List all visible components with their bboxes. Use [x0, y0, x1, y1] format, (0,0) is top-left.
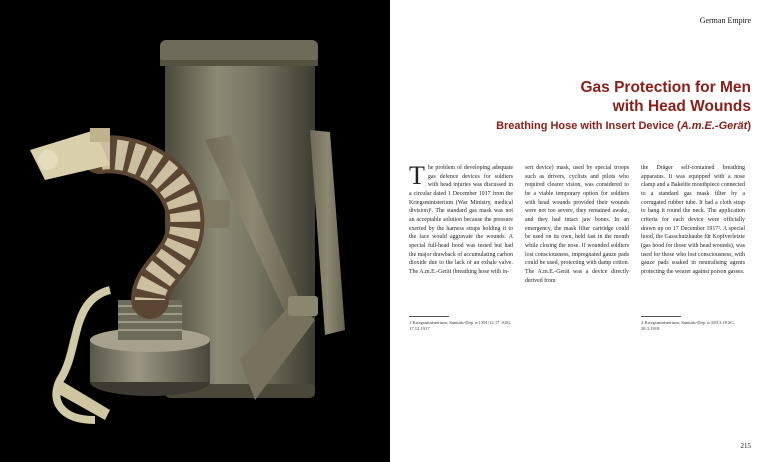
article-subtitle — [496, 120, 751, 132]
subtitle-end: ) — [747, 120, 751, 132]
body-column-2 — [525, 164, 629, 285]
footnote-2: 2 Kriegsministerium, Sanitäts-Dep. n.3/813.18 2G, 28.3.1918 — [641, 320, 735, 332]
body-column-1 — [409, 161, 513, 277]
title-line-1: Gas Protection for Men — [580, 79, 751, 96]
column-2-text: sert device) mask, used by special troops such as drivers, cyclists and pilots who required clearer vision, was considered to be a viable temporary option for soldiers with head wounds provided their wounds were not too severe, they remained awake, and they had intact jaw bones. In an emergency, the mask filter cartridge could be used on its own, held fast in the mouth while closing the nose. If wounded soldiers lost consciousness, impregnated gauze pads could be used, protecting with damp cotton. The A.m.E.-Gerät was a device directly derived from — [525, 165, 629, 284]
running-head: German Empire — [699, 16, 751, 25]
column-3-text: the Dräger self-contained breathing apparatus. It was equipped with a nose clamp and a Bakelite mouthpiece connected to a standard gas mask filter by a corrugated rubber tube. It had a cloth strap to hang it round the neck. The application criteria for each device were officially drawn up on 17 December 1917². A special hood, the Gasschutzhaube für Kopfverletzte (gas hood for those with head wounds), was used for those who lost consciousness, with gauze pads soaked in neutralising agents protecting the wearer against poison gasses. — [641, 165, 745, 275]
column-1-text: he problem of developing adequate gas defence devices for soldiers with head injuries was discussed in a circular dated 1 December 1917 from the Kriegsministerium (War Ministry, medical division)¹. The standard gas mask was not an acceptable solution because the pressure exerted by the harness straps holding it to the face would aggravate the wounds. A special full-head hood was tested but had the major drawback of accumulating carbon dioxide due to the lack of an exhale valve. The A.m.E.-Gerät (breathing hose with in- — [409, 165, 513, 275]
footnote-rule-1 — [409, 316, 449, 317]
breathing-hose — [100, 154, 185, 300]
drop-cap: T — [409, 161, 425, 190]
text-page — [390, 0, 771, 462]
subtitle-italic: A.m.E.-Gerät — [680, 120, 748, 132]
body-column-3 — [641, 164, 745, 277]
page-number: 215 — [740, 442, 751, 450]
footnote-rule-2 — [641, 316, 681, 317]
footnote-1: 1 Kriegsministerium, Sanitäts-Dep. n.1391/12 17 -S2G, 17.12.1917 — [409, 320, 512, 332]
subtitle-main: Breathing Hose with Insert Device ( — [496, 120, 681, 132]
title-line-2: with Head Wounds — [612, 98, 751, 115]
article-title — [580, 78, 751, 116]
